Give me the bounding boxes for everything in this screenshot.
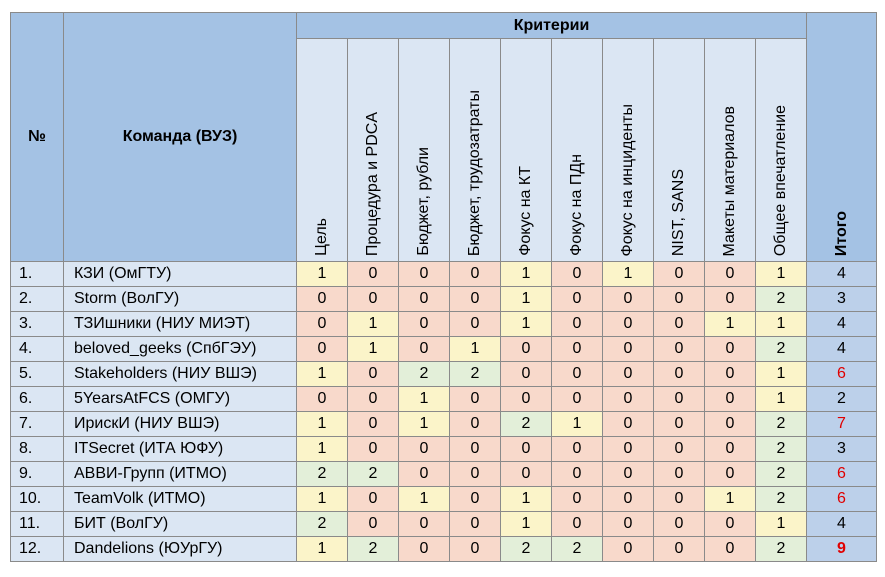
row-number: 12. — [11, 537, 64, 562]
score-cell: 1 — [756, 512, 807, 537]
row-number: 6. — [11, 387, 64, 412]
score-cell: 1 — [348, 312, 399, 337]
header-criterion — [603, 39, 654, 262]
score-cell: 0 — [297, 387, 348, 412]
score-cell: 0 — [450, 412, 501, 437]
total-cell: 4 — [807, 512, 877, 537]
score-cell: 1 — [399, 412, 450, 437]
score-cell: 0 — [705, 287, 756, 312]
score-cell: 0 — [705, 387, 756, 412]
score-cell: 1 — [297, 362, 348, 387]
score-cell: 0 — [348, 487, 399, 512]
total-cell: 6 — [807, 487, 877, 512]
score-cell: 1 — [297, 487, 348, 512]
total-cell: 3 — [807, 287, 877, 312]
score-cell: 0 — [450, 287, 501, 312]
header-row-top — [11, 13, 877, 39]
header-criterion — [297, 39, 348, 262]
score-cell: 0 — [399, 287, 450, 312]
total-cell: 2 — [807, 387, 877, 412]
total-cell: 6 — [807, 362, 877, 387]
row-number: 5. — [11, 362, 64, 387]
score-cell: 1 — [501, 312, 552, 337]
score-cell: 1 — [756, 362, 807, 387]
score-cell: 0 — [348, 262, 399, 287]
total-cell: 4 — [807, 337, 877, 362]
score-cell: 0 — [450, 387, 501, 412]
criterion-label: Фокус на ПДн — [568, 154, 585, 256]
score-cell: 1 — [399, 387, 450, 412]
row-number: 1. — [11, 262, 64, 287]
score-cell: 0 — [705, 362, 756, 387]
table-header — [11, 13, 877, 262]
score-cell: 0 — [603, 462, 654, 487]
score-cell: 0 — [603, 387, 654, 412]
table-row — [11, 312, 877, 337]
table-row — [11, 287, 877, 312]
score-cell: 0 — [654, 512, 705, 537]
score-cell: 1 — [450, 337, 501, 362]
results-table-wrapper — [10, 12, 877, 562]
score-cell: 0 — [705, 337, 756, 362]
score-cell: 0 — [654, 287, 705, 312]
score-cell: 1 — [297, 437, 348, 462]
score-cell: 0 — [603, 412, 654, 437]
score-cell: 0 — [603, 487, 654, 512]
score-cell: 2 — [756, 462, 807, 487]
score-cell: 0 — [450, 537, 501, 562]
score-cell: 0 — [399, 512, 450, 537]
header-criterion — [501, 39, 552, 262]
header-criterion — [450, 39, 501, 262]
score-cell: 1 — [756, 312, 807, 337]
total-cell: 7 — [807, 412, 877, 437]
score-cell: 0 — [603, 437, 654, 462]
score-cell: 2 — [756, 437, 807, 462]
criterion-label: Макеты материалов — [721, 105, 738, 256]
team-name: beloved_geeks (СпбГЭУ) — [64, 337, 297, 362]
score-cell: 0 — [654, 412, 705, 437]
score-cell: 0 — [348, 387, 399, 412]
table-row — [11, 462, 877, 487]
score-cell: 0 — [552, 337, 603, 362]
header-criterion — [399, 39, 450, 262]
team-name: Dandelions (ЮУрГУ) — [64, 537, 297, 562]
score-cell: 0 — [654, 487, 705, 512]
header-criteria-group: Критерии — [297, 13, 807, 39]
score-cell: 2 — [348, 537, 399, 562]
score-cell: 0 — [654, 387, 705, 412]
score-cell: 1 — [501, 512, 552, 537]
score-cell: 0 — [552, 512, 603, 537]
score-cell: 2 — [399, 362, 450, 387]
table-row — [11, 537, 877, 562]
header-criterion — [654, 39, 705, 262]
score-cell: 0 — [348, 437, 399, 462]
score-cell: 2 — [756, 287, 807, 312]
score-cell: 0 — [501, 437, 552, 462]
criterion-label: Цель — [313, 218, 330, 256]
team-name: ITSecret (ИТА ЮФУ) — [64, 437, 297, 462]
score-cell: 0 — [552, 387, 603, 412]
score-cell: 0 — [603, 537, 654, 562]
team-name: ТЗИшники (НИУ МИЭТ) — [64, 312, 297, 337]
header-team: Команда (ВУЗ) — [64, 13, 297, 262]
team-name: 5YearsAtFCS (ОМГУ) — [64, 387, 297, 412]
score-cell: 0 — [705, 537, 756, 562]
score-cell: 0 — [603, 362, 654, 387]
score-cell: 2 — [501, 537, 552, 562]
score-cell: 0 — [348, 412, 399, 437]
score-cell: 0 — [450, 512, 501, 537]
score-cell: 0 — [603, 312, 654, 337]
total-cell: 4 — [807, 262, 877, 287]
row-number: 4. — [11, 337, 64, 362]
score-cell: 0 — [450, 312, 501, 337]
table-row — [11, 487, 877, 512]
header-criterion — [552, 39, 603, 262]
score-cell: 2 — [501, 412, 552, 437]
score-cell: 0 — [705, 437, 756, 462]
score-cell: 0 — [705, 512, 756, 537]
score-cell: 1 — [501, 262, 552, 287]
score-cell: 1 — [297, 412, 348, 437]
score-cell: 0 — [654, 437, 705, 462]
score-cell: 2 — [348, 462, 399, 487]
table-row — [11, 362, 877, 387]
score-cell: 2 — [756, 337, 807, 362]
score-cell: 0 — [603, 337, 654, 362]
row-number: 7. — [11, 412, 64, 437]
score-cell: 0 — [501, 462, 552, 487]
table-row — [11, 337, 877, 362]
row-number: 8. — [11, 437, 64, 462]
total-cell: 3 — [807, 437, 877, 462]
criterion-label: Бюджет, рубли — [415, 147, 432, 256]
score-cell: 1 — [501, 287, 552, 312]
table-body — [11, 262, 877, 562]
row-number: 2. — [11, 287, 64, 312]
score-cell: 0 — [552, 437, 603, 462]
header-total — [807, 13, 877, 262]
criterion-label: Фокус на инциденты — [619, 103, 636, 256]
team-name: АВВИ-Групп (ИТМО) — [64, 462, 297, 487]
score-cell: 1 — [705, 312, 756, 337]
score-cell: 0 — [654, 462, 705, 487]
score-cell: 0 — [450, 437, 501, 462]
table-row — [11, 437, 877, 462]
score-cell: 0 — [705, 462, 756, 487]
score-cell: 0 — [552, 262, 603, 287]
table-row — [11, 512, 877, 537]
team-name: БИТ (ВолГУ) — [64, 512, 297, 537]
header-criterion — [756, 39, 807, 262]
total-cell: 6 — [807, 462, 877, 487]
team-name: TeamVolk (ИТМО) — [64, 487, 297, 512]
score-cell: 2 — [450, 362, 501, 387]
score-cell: 0 — [399, 537, 450, 562]
score-cell: 0 — [501, 387, 552, 412]
score-cell: 1 — [705, 487, 756, 512]
score-cell: 0 — [654, 262, 705, 287]
header-total-label: Итого — [832, 210, 850, 256]
score-cell: 0 — [501, 337, 552, 362]
score-cell: 0 — [450, 487, 501, 512]
score-cell: 0 — [552, 462, 603, 487]
score-cell: 0 — [603, 287, 654, 312]
team-name: Storm (ВолГУ) — [64, 287, 297, 312]
score-cell: 0 — [450, 462, 501, 487]
criterion-label: Общее впечатление — [772, 104, 789, 256]
score-cell: 0 — [552, 287, 603, 312]
header-criterion — [705, 39, 756, 262]
team-name: Stakeholders (НИУ ВШЭ) — [64, 362, 297, 387]
team-name: ИрискИ (НИУ ВШЭ) — [64, 412, 297, 437]
table-row — [11, 387, 877, 412]
score-cell: 0 — [348, 362, 399, 387]
score-cell: 0 — [654, 362, 705, 387]
score-cell: 2 — [297, 512, 348, 537]
score-cell: 1 — [756, 262, 807, 287]
total-cell: 4 — [807, 312, 877, 337]
score-cell: 1 — [399, 487, 450, 512]
score-cell: 0 — [399, 437, 450, 462]
score-cell: 0 — [297, 337, 348, 362]
score-cell: 2 — [756, 487, 807, 512]
total-cell: 9 — [807, 537, 877, 562]
score-cell: 2 — [297, 462, 348, 487]
score-cell: 1 — [552, 412, 603, 437]
score-cell: 0 — [399, 462, 450, 487]
row-number: 3. — [11, 312, 64, 337]
score-cell: 0 — [552, 312, 603, 337]
score-cell: 0 — [297, 312, 348, 337]
score-cell: 1 — [297, 537, 348, 562]
table-row — [11, 412, 877, 437]
score-cell: 2 — [756, 412, 807, 437]
score-cell: 0 — [297, 287, 348, 312]
score-cell: 0 — [348, 287, 399, 312]
row-number: 11. — [11, 512, 64, 537]
score-cell: 0 — [705, 412, 756, 437]
score-cell: 0 — [552, 487, 603, 512]
score-cell: 1 — [348, 337, 399, 362]
score-cell: 0 — [399, 337, 450, 362]
score-cell: 0 — [552, 362, 603, 387]
score-cell: 2 — [552, 537, 603, 562]
score-cell: 1 — [297, 262, 348, 287]
criterion-label: Фокус на КТ — [517, 166, 534, 256]
criterion-label: NIST, SANS — [670, 168, 687, 256]
team-name: КЗИ (ОмГТУ) — [64, 262, 297, 287]
score-cell: 0 — [654, 537, 705, 562]
header-num: № — [11, 13, 64, 262]
score-cell: 1 — [756, 387, 807, 412]
score-cell: 0 — [654, 312, 705, 337]
score-cell: 0 — [705, 262, 756, 287]
criterion-label: Бюджет, трудозатраты — [466, 89, 483, 256]
table-row — [11, 262, 877, 287]
score-cell: 2 — [756, 537, 807, 562]
score-cell: 0 — [603, 512, 654, 537]
score-cell: 0 — [399, 262, 450, 287]
row-number: 10. — [11, 487, 64, 512]
score-cell: 1 — [603, 262, 654, 287]
score-cell: 0 — [450, 262, 501, 287]
criterion-label: Процедура и PDCA — [364, 111, 381, 256]
score-cell: 0 — [501, 362, 552, 387]
score-cell: 1 — [501, 487, 552, 512]
score-cell: 0 — [399, 312, 450, 337]
results-table — [10, 12, 877, 562]
score-cell: 0 — [348, 512, 399, 537]
header-criterion — [348, 39, 399, 262]
score-cell: 0 — [654, 337, 705, 362]
row-number: 9. — [11, 462, 64, 487]
